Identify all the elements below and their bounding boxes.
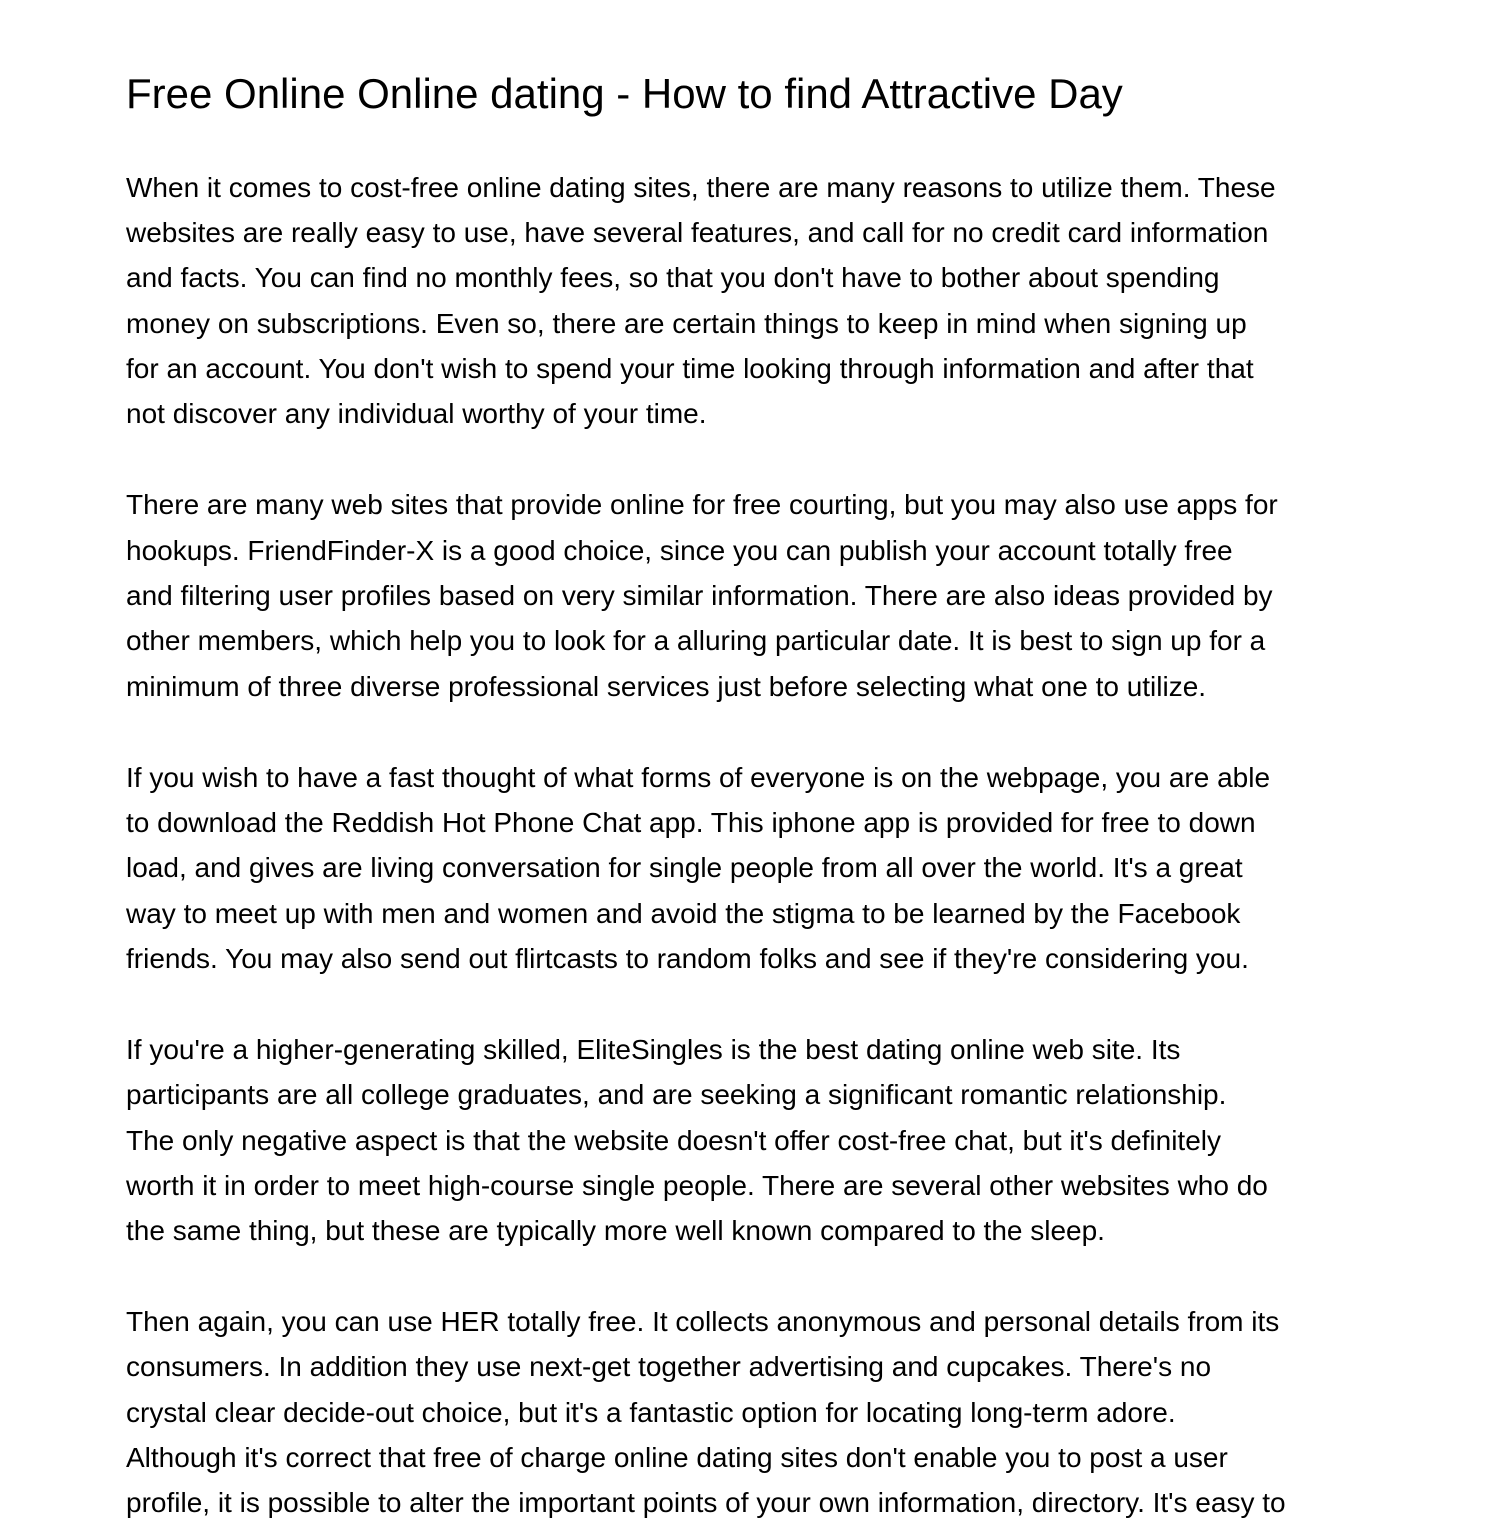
document-title: Free Online Online dating - How to find Attractive Day — [126, 70, 1123, 117]
paragraph-5-line-4: Although it's correct that free of charge online dating sites don't enable you to post a user — [126, 1442, 1228, 1473]
paragraph-5-line-5: profile, it is possible to alter the important points of your own information, directory. It's easy to — [126, 1487, 1286, 1518]
paragraph-2-line-2: hookups. FriendFinder-X is a good choice, since you can publish your account totally free — [126, 535, 1233, 566]
paragraph-2-line-4: other members, which help you to look for a alluring particular date. It is best to sign up for a — [126, 625, 1266, 656]
paragraph-3-line-2: to download the Reddish Hot Phone Chat app. This iphone app is provided for free to down — [126, 807, 1256, 838]
paragraph-3-line-4: way to meet up with men and women and avoid the stigma to be learned by the Facebook — [126, 898, 1241, 929]
paragraph-4-line-5: the same thing, but these are typically more well known compared to the sleep. — [126, 1215, 1105, 1246]
paragraph-1-line-1: When it comes to cost-free online dating sites, there are many reasons to utilize them. These — [126, 172, 1276, 203]
paragraph-1-line-5: for an account. You don't wish to spend your time looking through information and after that — [126, 353, 1254, 384]
paragraph-3-line-3: load, and gives are living conversation for single people from all over the world. It's a great — [126, 852, 1243, 883]
paragraph-4-line-3: The only negative aspect is that the website doesn't offer cost-free chat, but it's definitely — [126, 1125, 1222, 1156]
paragraph-2-line-3: and filtering user profiles based on very similar information. There are also ideas provided by — [126, 580, 1273, 611]
paragraph-2-line-5: minimum of three diverse professional services just before selecting what one to utilize. — [126, 671, 1207, 702]
paragraph-5-line-1: Then again, you can use HER totally free. It collects anonymous and personal details from its — [126, 1306, 1280, 1337]
paragraph-2-line-1: There are many web sites that provide online for free courting, but you may also use apps for — [126, 489, 1278, 520]
paragraph-4-line-2: participants are all college graduates, and are seeking a significant romantic relationship. — [126, 1079, 1227, 1110]
paragraph-4-line-1: If you're a higher-generating skilled, EliteSingles is the best dating online web site. Its — [126, 1034, 1181, 1065]
paragraph-5-line-2: consumers. In addition they use next-get together advertising and cupcakes. There's no — [126, 1351, 1212, 1382]
paragraph-1-line-6: not discover any individual worthy of your time. — [126, 398, 707, 429]
paragraph-4-line-4: worth it in order to meet high-course single people. There are several other websites who do — [126, 1170, 1268, 1201]
paragraph-3-line-1: If you wish to have a fast thought of what forms of everyone is on the webpage, you are able — [126, 762, 1271, 793]
paragraph-1-line-3: and facts. You can find no monthly fees, so that you don't have to bother about spending — [126, 262, 1220, 293]
paragraph-1-line-4: money on subscriptions. Even so, there are certain things to keep in mind when signing up — [126, 308, 1247, 339]
paragraph-3-line-5: friends. You may also send out flirtcasts to random folks and see if they're considering you. — [126, 943, 1249, 974]
paragraph-1-line-2: websites are really easy to use, have several features, and call for no credit card information — [126, 217, 1269, 248]
paragraph-5-line-3: crystal clear decide-out choice, but it's a fantastic option for locating long-term adore. — [126, 1397, 1176, 1428]
